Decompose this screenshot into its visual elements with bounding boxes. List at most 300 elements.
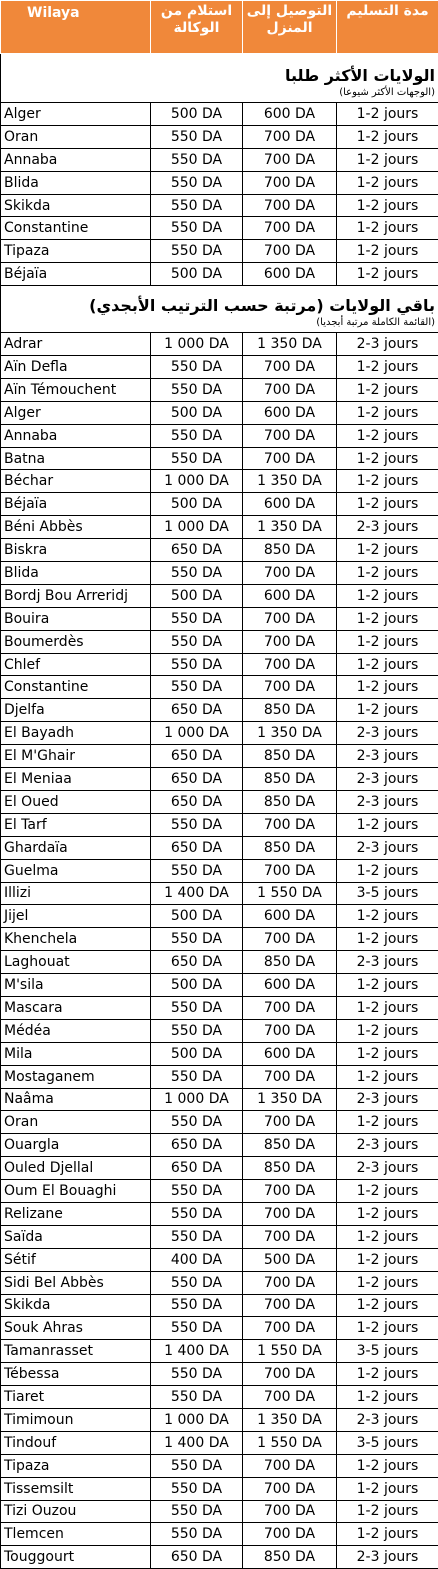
home-price-cell: 700 DA [243, 607, 337, 630]
table-row [1, 424, 438, 447]
agency-price-cell: 550 DA [151, 1202, 243, 1225]
home-price-cell: 600 DA [243, 1042, 337, 1065]
agency-price-cell: 650 DA [151, 1546, 243, 1569]
wilaya-cell: Ouled Djellal [1, 1157, 151, 1180]
home-price-cell: 850 DA [243, 539, 337, 562]
wilaya-cell: Béjaïa [1, 493, 151, 516]
table-row [1, 1317, 438, 1340]
agency-price-cell: 650 DA [151, 699, 243, 722]
wilaya-cell: Laghouat [1, 951, 151, 974]
home-price-cell: 700 DA [243, 240, 337, 263]
wilaya-cell: Guelma [1, 859, 151, 882]
agency-price-cell: 1 000 DA [151, 470, 243, 493]
home-price-cell: 700 DA [243, 676, 337, 699]
delivery-time-cell: 2-3 jours [337, 951, 438, 974]
home-price-cell: 1 350 DA [243, 470, 337, 493]
agency-price-cell: 550 DA [151, 630, 243, 653]
agency-price-cell: 550 DA [151, 1019, 243, 1042]
delivery-time-cell: 1-2 jours [337, 607, 438, 630]
agency-price-cell: 550 DA [151, 356, 243, 379]
table-row [1, 1225, 438, 1248]
delivery-time-cell: 1-2 jours [337, 1271, 438, 1294]
agency-price-cell: 550 DA [151, 1523, 243, 1546]
home-price-cell: 700 DA [243, 996, 337, 1019]
wilaya-cell: Oum El Bouaghi [1, 1180, 151, 1203]
delivery-time-cell: 1-2 jours [337, 1477, 438, 1500]
all-wilayas-section [1, 286, 438, 1569]
agency-price-cell: 550 DA [151, 1271, 243, 1294]
table-row [1, 584, 438, 607]
home-price-cell: 700 DA [243, 447, 337, 470]
wilaya-cell: Souk Ahras [1, 1317, 151, 1340]
wilaya-cell: Béjaïa [1, 263, 151, 286]
delivery-time-cell: 1-2 jours [337, 1202, 438, 1225]
delivery-time-cell: 2-3 jours [337, 333, 438, 356]
popular-section [1, 54, 438, 286]
home-price-cell: 700 DA [243, 378, 337, 401]
home-price-cell: 700 DA [243, 1202, 337, 1225]
header-agency-pickup: استلام من الوكالة [151, 1, 243, 54]
home-price-cell: 700 DA [243, 1271, 337, 1294]
agency-price-cell: 550 DA [151, 1386, 243, 1409]
agency-price-cell: 550 DA [151, 378, 243, 401]
table-row [1, 768, 438, 791]
agency-price-cell: 1 400 DA [151, 1431, 243, 1454]
table-row [1, 1042, 438, 1065]
home-price-cell: 1 350 DA [243, 1408, 337, 1431]
wilaya-cell: M'sila [1, 974, 151, 997]
table-header [1, 1, 438, 54]
delivery-time-cell: 1-2 jours [337, 125, 438, 148]
delivery-time-cell: 1-2 jours [337, 103, 438, 126]
agency-price-cell: 500 DA [151, 103, 243, 126]
home-price-cell: 600 DA [243, 584, 337, 607]
wilaya-cell: Oran [1, 1111, 151, 1134]
table-row [1, 653, 438, 676]
home-price-cell: 700 DA [243, 424, 337, 447]
wilaya-cell: Tipaza [1, 1454, 151, 1477]
delivery-time-cell: 1-2 jours [337, 447, 438, 470]
home-price-cell: 700 DA [243, 1111, 337, 1134]
home-price-cell: 700 DA [243, 1500, 337, 1523]
agency-price-cell: 550 DA [151, 996, 243, 1019]
wilaya-cell: El Meniaa [1, 768, 151, 791]
agency-price-cell: 550 DA [151, 653, 243, 676]
agency-price-cell: 1 000 DA [151, 516, 243, 539]
delivery-time-cell: 1-2 jours [337, 1386, 438, 1409]
wilaya-cell: Médéa [1, 1019, 151, 1042]
table-row [1, 996, 438, 1019]
table-row [1, 447, 438, 470]
delivery-time-cell: 1-2 jours [337, 194, 438, 217]
home-price-cell: 700 DA [243, 1477, 337, 1500]
agency-price-cell: 550 DA [151, 928, 243, 951]
home-price-cell: 1 550 DA [243, 1340, 337, 1363]
table-row [1, 1386, 438, 1409]
home-price-cell: 700 DA [243, 1294, 337, 1317]
table-row [1, 1065, 438, 1088]
wilaya-cell: Bouira [1, 607, 151, 630]
delivery-time-cell: 1-2 jours [337, 905, 438, 928]
table-row [1, 974, 438, 997]
agency-price-cell: 1 000 DA [151, 1408, 243, 1431]
home-price-cell: 700 DA [243, 125, 337, 148]
wilaya-cell: Annaba [1, 424, 151, 447]
delivery-time-cell: 2-3 jours [337, 722, 438, 745]
table-row [1, 1019, 438, 1042]
wilaya-cell: Tindouf [1, 1431, 151, 1454]
all-section-header [1, 286, 438, 333]
delivery-time-cell: 1-2 jours [337, 1180, 438, 1203]
table-row [1, 171, 438, 194]
wilaya-cell: Chlef [1, 653, 151, 676]
home-price-cell: 700 DA [243, 653, 337, 676]
wilaya-cell: Tlemcen [1, 1523, 151, 1546]
agency-price-cell: 500 DA [151, 493, 243, 516]
table-row [1, 1202, 438, 1225]
table-row [1, 148, 438, 171]
wilaya-cell: Mila [1, 1042, 151, 1065]
wilaya-cell: Ghardaïa [1, 836, 151, 859]
home-price-cell: 700 DA [243, 148, 337, 171]
agency-price-cell: 650 DA [151, 745, 243, 768]
home-price-cell: 850 DA [243, 790, 337, 813]
wilaya-cell: Blida [1, 171, 151, 194]
table-row [1, 263, 438, 286]
delivery-time-cell: 1-2 jours [337, 859, 438, 882]
table-row [1, 928, 438, 951]
delivery-time-cell: 1-2 jours [337, 470, 438, 493]
delivery-time-cell: 1-2 jours [337, 1042, 438, 1065]
delivery-time-cell: 2-3 jours [337, 1408, 438, 1431]
home-price-cell: 850 DA [243, 1157, 337, 1180]
home-price-cell: 1 350 DA [243, 333, 337, 356]
wilaya-cell: El Bayadh [1, 722, 151, 745]
table-row [1, 699, 438, 722]
home-price-cell: 600 DA [243, 103, 337, 126]
wilaya-cell: Skikda [1, 194, 151, 217]
wilaya-cell: Tiaret [1, 1386, 151, 1409]
delivery-time-cell: 1-2 jours [337, 1454, 438, 1477]
agency-price-cell: 550 DA [151, 562, 243, 585]
agency-price-cell: 1 400 DA [151, 1340, 243, 1363]
popular-section-title: الولايات الأكثر طلبا [4, 66, 435, 86]
home-price-cell: 700 DA [243, 1454, 337, 1477]
table-row [1, 1180, 438, 1203]
agency-price-cell: 550 DA [151, 1500, 243, 1523]
wilaya-cell: Ouargla [1, 1134, 151, 1157]
agency-price-cell: 650 DA [151, 951, 243, 974]
agency-price-cell: 550 DA [151, 1477, 243, 1500]
agency-price-cell: 500 DA [151, 1042, 243, 1065]
wilaya-cell: Oran [1, 125, 151, 148]
home-price-cell: 1 550 DA [243, 1431, 337, 1454]
home-price-cell: 850 DA [243, 951, 337, 974]
delivery-time-cell: 1-2 jours [337, 401, 438, 424]
table-row [1, 1111, 438, 1134]
wilaya-cell: Tizi Ouzou [1, 1500, 151, 1523]
wilaya-cell: Tipaza [1, 240, 151, 263]
agency-price-cell: 550 DA [151, 217, 243, 240]
wilaya-cell: Boumerdès [1, 630, 151, 653]
wilaya-cell: Relizane [1, 1202, 151, 1225]
table-row [1, 493, 438, 516]
table-row [1, 401, 438, 424]
home-price-cell: 850 DA [243, 768, 337, 791]
home-price-cell: 700 DA [243, 813, 337, 836]
home-price-cell: 600 DA [243, 401, 337, 424]
delivery-time-cell: 3-5 jours [337, 882, 438, 905]
popular-section-subtitle: (الوجهات الأكثر شيوعا) [4, 86, 435, 99]
table-row [1, 836, 438, 859]
wilaya-cell: El Tarf [1, 813, 151, 836]
wilaya-cell: Aïn Témouchent [1, 378, 151, 401]
delivery-time-cell: 1-2 jours [337, 539, 438, 562]
home-price-cell: 700 DA [243, 217, 337, 240]
wilaya-cell: Touggourt [1, 1546, 151, 1569]
agency-price-cell: 650 DA [151, 1157, 243, 1180]
wilaya-cell: Constantine [1, 676, 151, 699]
home-price-cell: 700 DA [243, 1523, 337, 1546]
agency-price-cell: 500 DA [151, 974, 243, 997]
home-price-cell: 700 DA [243, 1317, 337, 1340]
table-row [1, 813, 438, 836]
wilaya-cell: El M'Ghair [1, 745, 151, 768]
table-row [1, 125, 438, 148]
wilaya-cell: Jijel [1, 905, 151, 928]
home-price-cell: 700 DA [243, 194, 337, 217]
delivery-time-cell: 2-3 jours [337, 836, 438, 859]
delivery-time-cell: 2-3 jours [337, 516, 438, 539]
wilaya-cell: Blida [1, 562, 151, 585]
wilaya-cell: Tébessa [1, 1363, 151, 1386]
delivery-time-cell: 1-2 jours [337, 813, 438, 836]
header-delivery-time: مدة التسليم [337, 1, 438, 54]
agency-price-cell: 400 DA [151, 1248, 243, 1271]
home-price-cell: 700 DA [243, 1180, 337, 1203]
table-row [1, 240, 438, 263]
home-price-cell: 700 DA [243, 630, 337, 653]
delivery-time-cell: 1-2 jours [337, 1523, 438, 1546]
home-price-cell: 500 DA [243, 1248, 337, 1271]
home-price-cell: 600 DA [243, 974, 337, 997]
table-row [1, 1294, 438, 1317]
home-price-cell: 850 DA [243, 745, 337, 768]
all-section-subtitle: (القائمة الكاملة مرتبة أبجديا) [4, 316, 435, 329]
home-price-cell: 1 350 DA [243, 722, 337, 745]
home-price-cell: 600 DA [243, 905, 337, 928]
table-row [1, 951, 438, 974]
delivery-time-cell: 1-2 jours [337, 584, 438, 607]
home-price-cell: 850 DA [243, 1134, 337, 1157]
wilaya-cell: El Oued [1, 790, 151, 813]
popular-section-header [1, 54, 438, 103]
delivery-time-cell: 1-2 jours [337, 676, 438, 699]
home-price-cell: 700 DA [243, 1019, 337, 1042]
home-price-cell: 700 DA [243, 928, 337, 951]
table-row [1, 1500, 438, 1523]
agency-price-cell: 550 DA [151, 125, 243, 148]
wilaya-cell: Mostaganem [1, 1065, 151, 1088]
table-row [1, 722, 438, 745]
agency-price-cell: 550 DA [151, 1294, 243, 1317]
delivery-time-cell: 1-2 jours [337, 148, 438, 171]
wilaya-cell: Skikda [1, 1294, 151, 1317]
delivery-time-cell: 1-2 jours [337, 1019, 438, 1042]
home-price-cell: 850 DA [243, 1546, 337, 1569]
delivery-time-cell: 1-2 jours [337, 1065, 438, 1088]
agency-price-cell: 1 000 DA [151, 1088, 243, 1111]
delivery-time-cell: 1-2 jours [337, 1500, 438, 1523]
delivery-time-cell: 3-5 jours [337, 1340, 438, 1363]
delivery-time-cell: 2-3 jours [337, 790, 438, 813]
wilaya-cell: Aïn Defla [1, 356, 151, 379]
delivery-time-cell: 1-2 jours [337, 1317, 438, 1340]
delivery-time-cell: 1-2 jours [337, 996, 438, 1019]
delivery-time-cell: 2-3 jours [337, 745, 438, 768]
table-row [1, 1088, 438, 1111]
delivery-time-cell: 1-2 jours [337, 1363, 438, 1386]
table-row [1, 1271, 438, 1294]
delivery-time-cell: 2-3 jours [337, 1088, 438, 1111]
delivery-time-cell: 1-2 jours [337, 378, 438, 401]
agency-price-cell: 550 DA [151, 1225, 243, 1248]
agency-price-cell: 1 000 DA [151, 722, 243, 745]
delivery-time-cell: 1-2 jours [337, 263, 438, 286]
table-row [1, 882, 438, 905]
table-row [1, 859, 438, 882]
home-price-cell: 700 DA [243, 1225, 337, 1248]
delivery-time-cell: 1-2 jours [337, 1248, 438, 1271]
home-price-cell: 600 DA [243, 493, 337, 516]
home-price-cell: 700 DA [243, 1363, 337, 1386]
table-row [1, 607, 438, 630]
agency-price-cell: 550 DA [151, 1065, 243, 1088]
delivery-time-cell: 2-3 jours [337, 1546, 438, 1569]
wilaya-cell: Illizi [1, 882, 151, 905]
agency-price-cell: 650 DA [151, 539, 243, 562]
delivery-time-cell: 3-5 jours [337, 1431, 438, 1454]
delivery-time-cell: 1-2 jours [337, 699, 438, 722]
wilaya-cell: Naâma [1, 1088, 151, 1111]
wilaya-cell: Biskra [1, 539, 151, 562]
delivery-time-cell: 1-2 jours [337, 217, 438, 240]
wilaya-cell: Sétif [1, 1248, 151, 1271]
home-price-cell: 700 DA [243, 1065, 337, 1088]
header-wilaya: Wilaya [1, 1, 151, 54]
agency-price-cell: 550 DA [151, 240, 243, 263]
wilaya-cell: Bordj Bou Arreridj [1, 584, 151, 607]
delivery-time-cell: 2-3 jours [337, 1157, 438, 1180]
agency-price-cell: 650 DA [151, 836, 243, 859]
table-row [1, 1546, 438, 1569]
agency-price-cell: 550 DA [151, 1317, 243, 1340]
table-row [1, 1408, 438, 1431]
table-row [1, 630, 438, 653]
delivery-time-cell: 1-2 jours [337, 240, 438, 263]
table-row [1, 676, 438, 699]
table-row [1, 1248, 438, 1271]
delivery-time-cell: 2-3 jours [337, 768, 438, 791]
wilaya-cell: Tamanrasset [1, 1340, 151, 1363]
agency-price-cell: 550 DA [151, 148, 243, 171]
table-row [1, 356, 438, 379]
table-row [1, 378, 438, 401]
agency-price-cell: 550 DA [151, 171, 243, 194]
table-row [1, 1363, 438, 1386]
delivery-time-cell: 1-2 jours [337, 928, 438, 951]
home-price-cell: 1 550 DA [243, 882, 337, 905]
agency-price-cell: 550 DA [151, 1454, 243, 1477]
delivery-time-cell: 2-3 jours [337, 1134, 438, 1157]
table-row [1, 1134, 438, 1157]
wilaya-cell: Constantine [1, 217, 151, 240]
wilaya-cell: Djelfa [1, 699, 151, 722]
table-row [1, 470, 438, 493]
table-row [1, 217, 438, 240]
wilaya-cell: Sidi Bel Abbès [1, 1271, 151, 1294]
wilaya-cell: Mascara [1, 996, 151, 1019]
wilaya-cell: Khenchela [1, 928, 151, 951]
agency-price-cell: 650 DA [151, 790, 243, 813]
home-price-cell: 1 350 DA [243, 1088, 337, 1111]
table-row [1, 1523, 438, 1546]
agency-price-cell: 550 DA [151, 607, 243, 630]
wilaya-cell: Alger [1, 103, 151, 126]
delivery-time-cell: 1-2 jours [337, 424, 438, 447]
delivery-time-cell: 1-2 jours [337, 356, 438, 379]
home-price-cell: 600 DA [243, 263, 337, 286]
home-price-cell: 700 DA [243, 171, 337, 194]
table-row [1, 1340, 438, 1363]
delivery-time-cell: 1-2 jours [337, 653, 438, 676]
delivery-time-cell: 1-2 jours [337, 974, 438, 997]
table-row [1, 333, 438, 356]
delivery-time-cell: 1-2 jours [337, 630, 438, 653]
home-price-cell: 700 DA [243, 356, 337, 379]
wilaya-cell: Alger [1, 401, 151, 424]
agency-price-cell: 500 DA [151, 263, 243, 286]
agency-price-cell: 650 DA [151, 1134, 243, 1157]
delivery-time-cell: 1-2 jours [337, 562, 438, 585]
table-row [1, 516, 438, 539]
table-row [1, 745, 438, 768]
home-price-cell: 700 DA [243, 859, 337, 882]
table-row [1, 1454, 438, 1477]
wilaya-cell: Annaba [1, 148, 151, 171]
table-row [1, 1431, 438, 1454]
table-row [1, 905, 438, 928]
agency-price-cell: 550 DA [151, 1363, 243, 1386]
home-price-cell: 700 DA [243, 562, 337, 585]
agency-price-cell: 500 DA [151, 905, 243, 928]
agency-price-cell: 550 DA [151, 859, 243, 882]
wilaya-cell: Timimoun [1, 1408, 151, 1431]
header-home-delivery: التوصيل إلى المنزل [243, 1, 337, 54]
table-row [1, 1157, 438, 1180]
delivery-time-cell: 1-2 jours [337, 1294, 438, 1317]
wilaya-cell: Batna [1, 447, 151, 470]
wilaya-cell: Adrar [1, 333, 151, 356]
table-row [1, 790, 438, 813]
home-price-cell: 1 350 DA [243, 516, 337, 539]
wilaya-cell: Béchar [1, 470, 151, 493]
home-price-cell: 850 DA [243, 699, 337, 722]
agency-price-cell: 1 400 DA [151, 882, 243, 905]
agency-price-cell: 550 DA [151, 194, 243, 217]
agency-price-cell: 550 DA [151, 424, 243, 447]
agency-price-cell: 550 DA [151, 813, 243, 836]
